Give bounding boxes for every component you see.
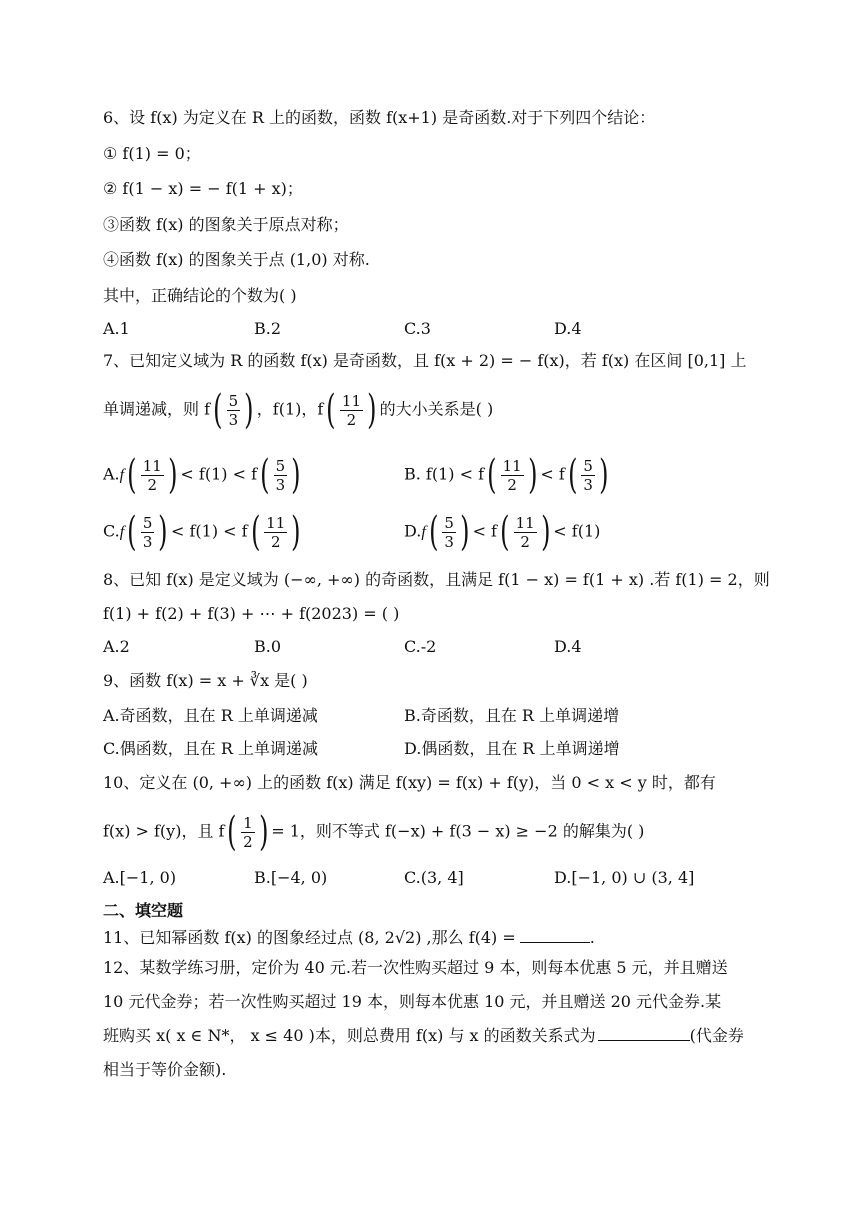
q6-conclusion-1: ① f(1) = 0； bbox=[103, 144, 201, 163]
q6-option-c[interactable]: C.3 bbox=[404, 319, 431, 338]
q9-stem: 9、函数 f(x) = x + ∛x 是( ) bbox=[103, 671, 308, 690]
q6-option-a[interactable]: A.1 bbox=[103, 319, 130, 338]
q9-option-a[interactable]: A.奇函数，且在 R 上单调递减 bbox=[103, 706, 318, 725]
q7-option-d[interactable]: D.f( $\frac{5}{3}$ ) < f( $\frac{11}{2}$ ) < f(1) bbox=[404, 509, 601, 555]
q6-stem: 6、设 f(x) 为定义在 R 上的函数，函数 f(x+1) 是奇函数.对于下列四个结论： bbox=[103, 108, 656, 127]
q10-stem-line2: f(x) > f(y)，且 f( $\frac{1}{2}$ ) = 1，则不等式 f(−x) + f(3 − x) ≥ −2 的解集为( ) bbox=[103, 809, 645, 855]
q6-question: 其中，正确结论的个数为( ) bbox=[103, 286, 297, 305]
fraction-5-3: $\frac{5}{3}$ bbox=[228, 391, 239, 429]
q7-option-c[interactable]: C.f( $\frac{5}{3}$ ) < f(1) < f( $\frac{11}{2}$ ) bbox=[103, 509, 301, 555]
fraction-1-2: $\frac{1}{2}$ bbox=[243, 813, 253, 851]
q7-stem-line2: 单调递减，则 f( $\frac{5}{3}$ ) ，f(1)，f( $\frac{11}{2}$ ) 的大小关系是( ) bbox=[103, 387, 494, 433]
section-title: 二、填空题 bbox=[103, 901, 184, 920]
q8-option-d[interactable]: D.4 bbox=[554, 637, 582, 656]
q12-line3: 班购买 x( x ∈ N*， x ≤ 40 )本，则总费用 f(x) 与 x 的函数关系式为 (代金券 bbox=[103, 1026, 744, 1045]
q10-option-a[interactable]: A.[−1, 0) bbox=[103, 868, 177, 887]
q7-option-b[interactable]: B. f(1) < f( $\frac{11}{2}$ ) < f( $\frac{5}{3}$ ) bbox=[404, 452, 609, 498]
q10-option-c[interactable]: C.(3, 4] bbox=[404, 868, 464, 887]
q6-option-b[interactable]: B.2 bbox=[254, 319, 282, 338]
q12-line2: 10 元代金券；若一次性购买超过 19 本，则每本优惠 10 元，并且赠送 20 元代金券.某 bbox=[103, 992, 722, 1011]
q8-option-a[interactable]: A.2 bbox=[103, 637, 130, 656]
q12-line1: 12、某数学练习册，定价为 40 元.若一次性购买超过 9 本，则每本优惠 5 元，并且赠送 bbox=[103, 958, 728, 977]
q6-conclusion-2: ② f(1 − x) = − f(1 + x)； bbox=[103, 179, 303, 198]
q10-stem-line1: 10、定义在 (0, +∞) 上的函数 f(x) 满足 f(xy) = f(x) + f(y)，当 0 < x < y 时，都有 bbox=[103, 773, 716, 792]
q9-option-c[interactable]: C.偶函数，且在 R 上单调递减 bbox=[103, 739, 318, 758]
q10-option-b[interactable]: B.[−4, 0) bbox=[254, 868, 328, 887]
q9-option-d[interactable]: D.偶函数，且在 R 上单调递增 bbox=[404, 739, 620, 758]
q12-answer-blank[interactable] bbox=[598, 1026, 690, 1041]
q11-answer-blank[interactable] bbox=[520, 928, 590, 943]
q8-stem-line1: 8、已知 f(x) 是定义域为 (−∞, +∞) 的奇函数，且满足 f(1 − x) = f(1 + x) .若 f(1) = 2，则 bbox=[103, 570, 770, 589]
q10-option-d[interactable]: D.[−1, 0) ∪ (3, 4] bbox=[554, 868, 695, 887]
q6-conclusion-4: ④函数 f(x) 的图象关于点 (1,0) 对称. bbox=[103, 250, 370, 269]
q12-line4: 相当于等价金额). bbox=[103, 1060, 227, 1079]
q11-stem: 11、已知幂函数 f(x) 的图象经过点 (8, 2√2) ,那么 f(4) = . bbox=[103, 928, 595, 947]
q8-option-c[interactable]: C.-2 bbox=[404, 637, 437, 656]
q8-option-b[interactable]: B.0 bbox=[254, 637, 282, 656]
q7-option-a[interactable]: A.f( $\frac{11}{2}$ ) < f(1) < f( $\frac{5}{3}$ ) bbox=[103, 452, 301, 498]
q9-option-b[interactable]: B.奇函数，且在 R 上单调递增 bbox=[404, 706, 620, 725]
fraction-11-2: $\frac{11}{2}$ bbox=[341, 391, 361, 429]
q8-stem-line2: f(1) + f(2) + f(3) + ⋯ + f(2023) = ( ) bbox=[103, 604, 400, 623]
q6-option-d[interactable]: D.4 bbox=[554, 319, 582, 338]
q7-stem-line1: 7、已知定义域为 R 的函数 f(x) 是奇函数，且 f(x + 2) = − f(x)，若 f(x) 在区间 [0,1] 上 bbox=[103, 351, 747, 370]
q6-conclusion-3: ③函数 f(x) 的图象关于原点对称； bbox=[103, 215, 349, 234]
